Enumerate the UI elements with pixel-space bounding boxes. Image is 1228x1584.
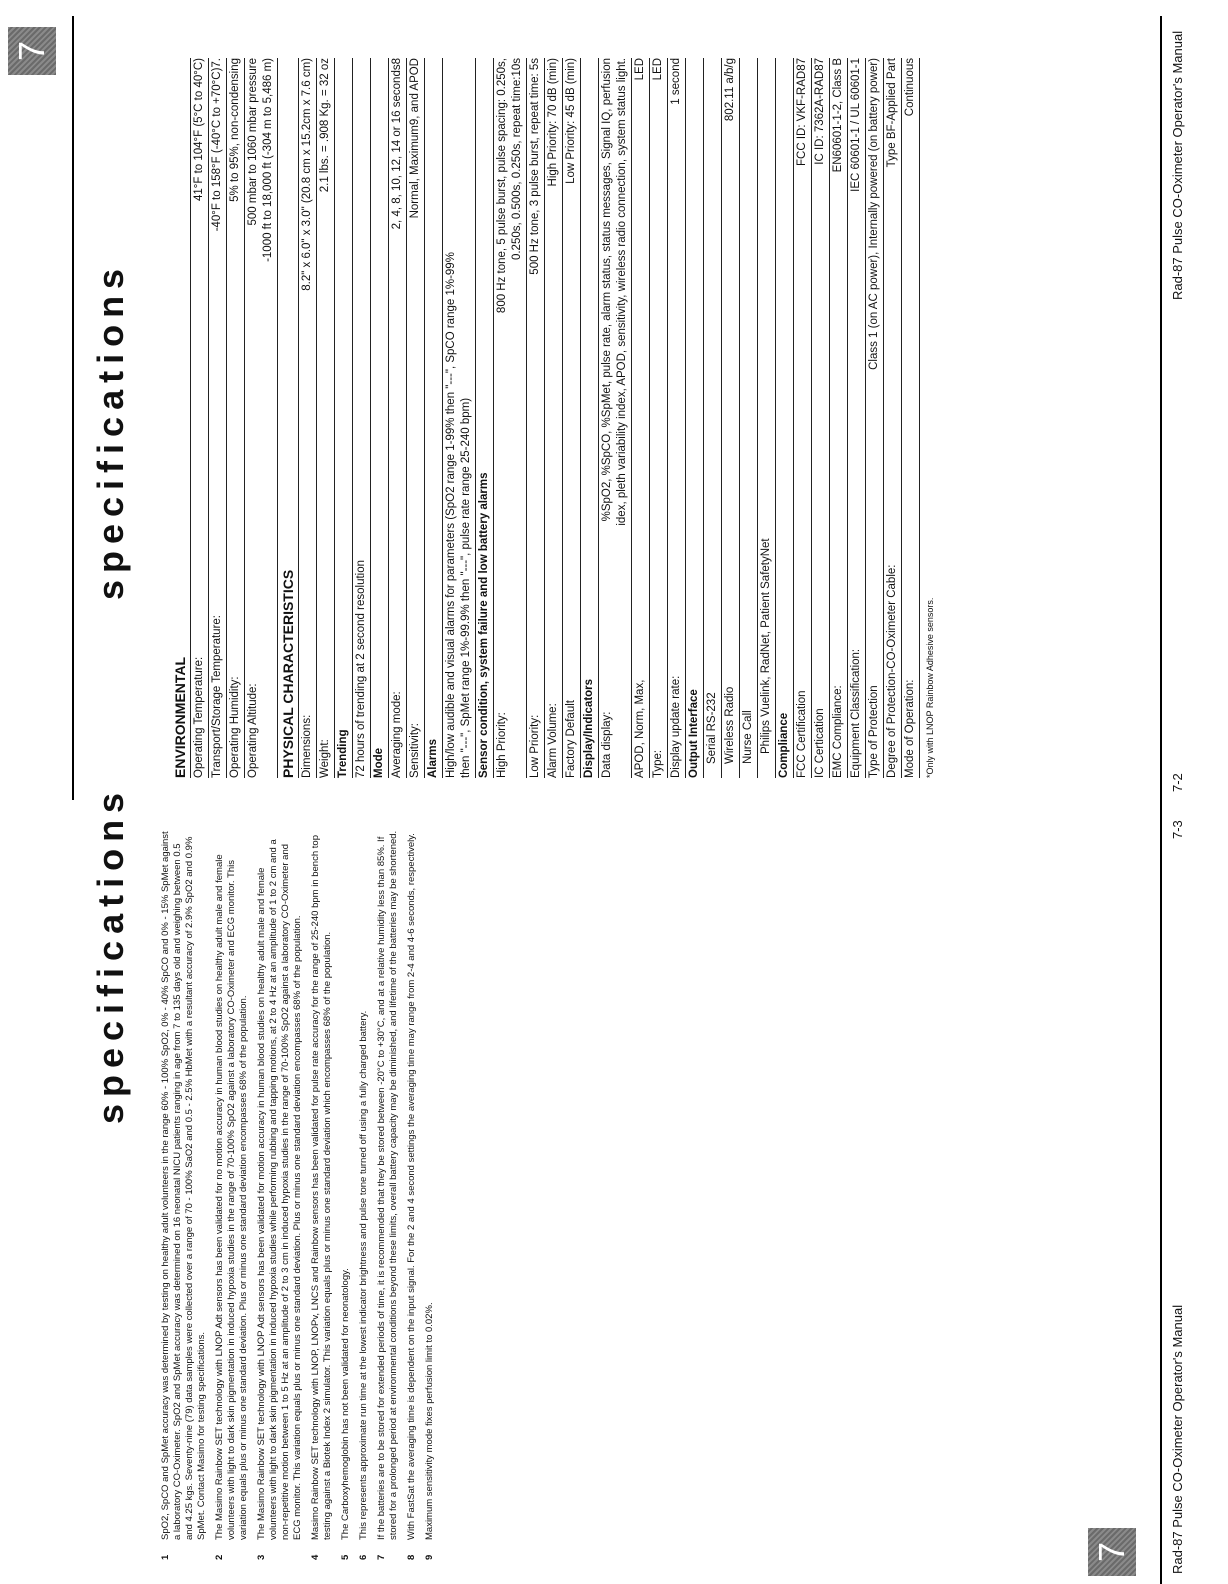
page-footer: Rad-87 Pulse CO-Oximeter Operator's Manual [1170,1304,1185,1574]
spec-value: 1 second [670,58,682,105]
footnote-number: 2 [214,1554,225,1560]
spec-label: Display update rate: [670,675,682,778]
spec-label: Philips Vuelink, RadNet, Patient SafetyNet [760,538,772,754]
spec-value: LED [652,58,664,81]
spec-value: Class 1 (on AC power), Internally powered (on battery power) [868,58,880,370]
footnote: *Only with LNOP Rainbow Adhesive sensors. [925,597,935,778]
footnote-text: This represents approximate run time at the lowest indicator brightness and pulse tone turned off using a fully charged battery. [358,1010,369,1540]
spec-value: Normal, Maximum9, and APOD [409,58,421,219]
footer-rule [1160,800,1162,1584]
trending-heading: Trending [335,58,353,778]
spec-value: 8.2" x 6.0" x 3.0" (20.8 cm x 15.2cm x 7.6 cm) [301,58,313,291]
altitude-pressure: 500 mbar to 1060 mbar pressure [247,58,259,226]
spec-label: Averaging mode: [391,691,403,778]
footnote-number: 5 [340,1554,351,1560]
spec-row [812,58,830,778]
spec-value: EN60601-1-2, Class B [832,58,844,173]
display-heading: Display/Indicators [581,58,599,778]
spec-label: Type of Protection [868,685,880,778]
spec-value: FCC ID: VKF-RAD87 [796,58,808,166]
footnote-item [310,830,334,1560]
spec-value: LED [634,58,646,81]
footnote-text: The Masimo Rainbow SET technology with LNOP Adt sensors has been validated for no motion accuracy in human blood studies on healthy adult male and female volunteers with light to dark skin pigmentation in induced hypoxia studies in the range of 70-100% SpO2 against a laboratory CO-Oximeter and ECG monitor. This variation equals plus or minus one standard deviation. Plus or minus one standard deviation encompasses 68% of the population. [214,854,249,1540]
footnote-item [424,830,436,1560]
spec-value [495,58,525,313]
spec-label: Operating Humidity: [229,676,241,778]
spec-row [563,58,581,778]
spec-label: APOD, Norm, Max, [634,679,646,778]
spec-value: 5% to 95%, non-condensing [229,58,241,202]
data-display-line: %SpO2, %SpCO, %SpMet, pulse rate, alarm status, status messages, Signal IQ, perfusion [601,58,613,522]
spec-row [740,58,758,778]
spec-row [758,58,776,778]
spec-row [668,58,686,778]
sensor-alarms-heading: Sensor condition, system failure and low battery alarms [476,58,494,778]
spec-row [389,58,407,778]
spec-label: Data display: [601,711,613,778]
spec-row [209,58,227,778]
footnote-number: 4 [310,1554,321,1560]
altitude-range: -1000 ft to 18,000 ft (-304 m to 5,486 m) [262,58,274,262]
spec-row [704,58,722,778]
spec-row [191,58,209,778]
spec-value: High Priority: 70 dB (min) [547,58,559,187]
page-number: 7-2 [1170,773,1185,792]
spec-row [650,58,668,778]
footnote-item [376,830,400,1560]
environmental-heading: ENVIRONMENTAL [170,58,191,778]
spec-row [299,58,317,778]
spec-value [246,58,276,262]
footnote-item [358,830,370,1560]
alarms-heading: Alarms [425,58,443,778]
spec-value: IC ID: 7362A-RAD87 [814,58,826,165]
spec-label: Degree of Protection-CO-Oximeter Cable: [886,564,898,778]
footnote-text: With FastSat the averaging time is dependent on the input signal. For the 2 and 4 second settings the averaging time may range from 2-4 and 4-6 seconds, respectively. [406,833,417,1540]
spec-value: 802.11 a/b/g [724,58,736,122]
spec-label: IC Certication [814,708,826,778]
footnote-item [406,830,418,1560]
header-rule [72,16,74,800]
footer-rule [1160,16,1162,800]
spec-value: 2.1 lbs. = .908 Kg. = 32 oz [319,58,331,193]
spec-row [494,58,527,778]
footnote-text: If the batteries are to be stored for extended periods of time, it is recommended that they be stored between -20°C to +30°C, and at a relative humidity less than 85%. If stored for a prolonged period at environmental conditions beyond these limits, overall battery capacity may be diminished, and lifetime of the batteries may be shortened. [376,830,399,1540]
spec-label: Low Priority: [529,714,541,778]
high-priority-line: 800 Hz tone, 5 pulse burst, pulse spacing: 0.250s, [496,58,508,314]
spec-row [722,58,740,778]
spec-label: Sensitivity: [409,723,421,778]
alarms-text [443,58,476,778]
spec-label: Equipment Classification: [850,648,862,778]
physical-heading: PHYSICAL CHARACTERISTICS [278,58,299,778]
spec-row [527,58,545,778]
spec-row [830,58,848,778]
spec-row [866,58,884,778]
footnote-text: Maximum sensitivity mode fixes perfusion limit to 0.02%. [424,1302,435,1540]
alarms-text-line: then "---", SpMet range 1%-99.9% then "---", pulse rate range 25-240 bpm) [460,397,472,778]
spec-value: 41°F to 104°F (5°C to 40°C) [193,58,205,202]
footnote-text: Masimo Rainbow SET technology with LNOP, LNOPv, LNCS and Rainbow sensors has been validated for pulse rate accuracy for the range of 25-240 bpm in bench top testing against a Biotek Index 2 simulator. This variation equals plus or minus one standard deviation which encompasses 68% of the population. [310,835,333,1540]
spec-label: Weight: [319,739,331,778]
alarms-text-line: High/low audible and visual alarms for parameters (SpO2 range 1-99% then "---", SpCO range 1%-99% [445,252,457,778]
trending-text: 72 hours of trending at 2 second resolution [353,58,371,778]
spec-row [794,58,812,778]
page-title: specifications [90,785,131,1124]
spec-row [245,58,278,778]
spec-value: Low Priority: 45 dB (min) [565,58,577,184]
footnote-number: 9 [424,1554,435,1560]
spec-label: Transport/Storage Temperature: [211,615,223,778]
right-page [0,785,1228,1584]
spec-label: Dimensions: [301,714,313,778]
spec-value: -40°F to 158°F (-40°C to +70°C)7. [211,58,223,232]
spec-row [632,58,650,778]
footnote-item [256,830,304,1560]
spec-label: EMC Compliance: [832,685,844,778]
page-title: specifications [90,261,131,600]
footnote-item [160,830,208,1560]
footnote-number: 7 [376,1554,387,1560]
spec-label: Wireless Radio [724,686,736,764]
spec-value [600,58,630,526]
spec-row [848,58,866,778]
spec-label: Mode of Operation: [904,679,916,778]
spec-value: Continuous [904,58,916,117]
footnote-number: 6 [358,1554,369,1560]
footnote-text: SpO2, SpCO and SpMet accuracy was determined by testing on healthy adult volunteers in the range 60% - 100% SpO2, 0% - 40% SpCO and 0% - 15% SpMet against a laboratory CO-Oximeter. SpO2 and SpMet accuracy was determined on 16 neonatal NICU patients ranging in age from 7 to 135 days old and weighing between 0.5 and 4.25 kgs. Seventy-nine (79) data samples were collected over a range of 70 - 100% SaO2 and 0.5 - 2.5% HbMet with a resultant accuracy of 2.9% SpO2 and 0.9% SpMet. Contact Masimo for testing specifications. [160,831,207,1540]
footnote-item [214,830,250,1560]
mode-heading: Mode [371,58,389,778]
spec-row [407,58,425,778]
section-tab: 7 [1088,1528,1136,1576]
left-page [0,16,1228,800]
spec-label: High Priority: [496,712,508,778]
spec-label: Operating Altitude: [247,683,259,778]
footnote-item [340,830,352,1560]
high-priority-line: 0.250s, 0.500s, 0.250s, repeat time:10s [511,58,523,261]
spec-row [317,58,335,778]
spec-label: Serial RS-232 [706,692,718,764]
spec-label: FCC Certification [796,690,808,778]
footnote-number: 8 [406,1554,417,1560]
page-number: 7-3 [1170,820,1185,839]
spec-label: Alarm Volume: [547,703,559,778]
section-tab: 7 [8,27,56,75]
spec-row [599,58,632,778]
data-display-line: idex, pleth variability index, APOD, sensitivity, wireless radio connection, system status light. [616,58,628,526]
spec-value: 2, 4, 8, 10, 12, 14 or 16 seconds8 [391,58,403,230]
page-footer: Rad-87 Pulse CO-Oximeter Operator's Manual [1170,30,1185,300]
spec-row [884,58,902,778]
footnote-number: 1 [160,1554,171,1560]
spec-label: Type: [652,749,664,778]
spec-row [902,58,920,778]
spec-value: IEC 60601-1 / UL 60601-1 [850,58,862,192]
spec-table [170,58,936,778]
spec-row [545,58,563,778]
footnote-text: The Masimo Rainbow SET technology with LNOP Adt sensors has been validated for motion accuracy in human blood studies on healthy adult male and female volunteers with light to dark skin pigmentation in induced hypoxia studies while performing rubbing and tapping motions, at 2 to 4 Hz at an amplitude of 1 to 2 cm and a non-repetitive motion between 1 to 5 Hz at an amplitude of 2 to 3 cm in induced hypoxia studies in the range of 70-100% SpO2 against a laboratory CO-Oximeter and ECG monitor. This variation equals plus or minus one standard deviation. Plus or minus one standard deviation encompasses 68% of the population. [256,839,303,1540]
spec-label: Operating Temperature: [193,656,205,778]
spec-value: Type BF-Applied Part [886,58,898,168]
compliance-heading: Compliance [776,58,794,778]
footnote-text: The Carboxyhemoglobin has not been validated for neonatology. [340,1268,351,1540]
spec-label: Nurse Call [742,710,754,764]
footnotes [160,830,442,1560]
footnote-number: 3 [256,1554,267,1560]
output-heading: Output Interface [686,58,704,778]
spec-label: Factory Default [565,700,577,778]
spec-row [227,58,245,778]
spec-value: 500 Hz tone, 3 pulse burst, repeat time: 5s [529,58,541,275]
